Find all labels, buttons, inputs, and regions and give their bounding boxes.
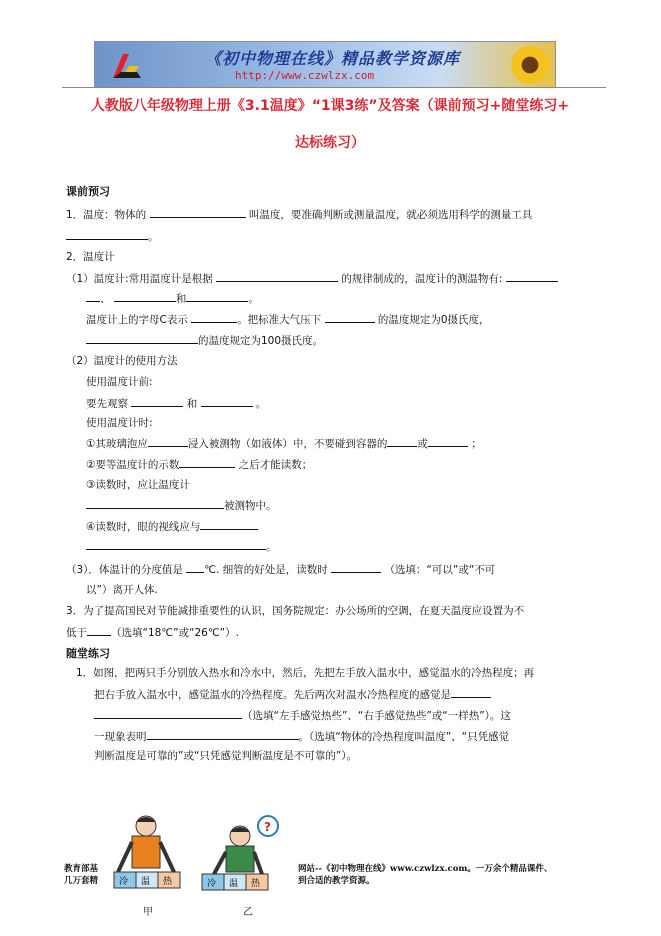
q2-observe-line [86, 395, 266, 411]
figure-label-jia: 甲 [143, 907, 153, 918]
sunflower-image [511, 46, 549, 84]
footer-right-line-1[interactable]: 网站--《初中物理在线》www.czwlzx.com。一万余个精品课件、 [298, 864, 553, 874]
c1-line-5: 判断温度是可靠的”或“只凭感觉判断温度是不可靠的”）。 [94, 750, 358, 762]
q2-step3-line-2 [86, 497, 277, 513]
q2-text-p1a: （1）温度计:常用温度计是根据 [66, 273, 213, 285]
q1-text-a: 1．温度：物体的 [66, 209, 147, 221]
question-mark-text: ? [264, 820, 271, 834]
q2-text-p2c: 的温度规定为0摄氏度， [377, 314, 490, 326]
c1-text-e: 。（选填“物体的冷热程度叫温度”、“只凭感觉 [298, 731, 510, 743]
q2-blank-substance-2[interactable] [114, 290, 176, 302]
q2-before: 使用温度计前: [86, 376, 153, 388]
q2-step1 [86, 435, 482, 451]
q1-blank-1[interactable] [150, 206, 246, 218]
section-class: 随堂练习 [66, 647, 110, 660]
q3-text-a: （3）．体温计的分度值是 [66, 564, 183, 576]
footer-right-line-2: 到合适的教学资源。 [298, 876, 375, 886]
q2-text-p1d: 和 [175, 293, 187, 305]
q2-text-s3b: 被测物中。 [224, 500, 277, 512]
c1-line-2 [94, 686, 491, 702]
q2-blank-range[interactable] [131, 395, 183, 407]
q3-blank-leave[interactable] [331, 561, 381, 573]
q2-blank-c-meaning[interactable] [191, 311, 237, 323]
q2-text-p3: 的温度规定为100摄氏度。 [198, 335, 324, 347]
q2-step4 [86, 518, 258, 534]
q2-text-p2a: 温度计上的字母C表示 [86, 314, 188, 326]
q2-text-s4a: ④读数时，眼的视线应与 [86, 521, 201, 533]
tub-cold-label-right: 冷 [207, 879, 217, 889]
q2-text-observe-b: 和 [186, 398, 198, 410]
q2-blank-s4-1[interactable] [200, 518, 258, 530]
q2-text-p1e: 。 [248, 293, 259, 305]
banner-url[interactable]: http://www.czwlzx.com [235, 69, 375, 82]
q2-text-p1c: 、 [100, 293, 111, 305]
c1-text-d: 一现象表明 [94, 731, 147, 743]
q3-line-1 [66, 561, 495, 577]
q2-part1-line-2 [86, 290, 259, 306]
footer-right [298, 862, 598, 886]
q2-text-p1b: 的规律制成的，温度计的测温物有: [341, 273, 503, 285]
q2-blank-s1-3[interactable] [428, 435, 468, 447]
q4-line-2 [66, 624, 239, 640]
q4-blank[interactable] [87, 624, 111, 636]
tub-cold-label-left: 冷 [119, 877, 129, 887]
q3-line-2: 以”）离开人体. [86, 584, 158, 596]
site-logo [109, 48, 145, 82]
q2-step2 [86, 456, 312, 472]
q4-text-c: （选填“18℃”或“26℃”）. [111, 627, 239, 639]
c1-blank-2[interactable] [147, 728, 299, 740]
q2-use-title: （2）温度计的使用方法 [66, 355, 178, 367]
q2-text-s4b: 。 [266, 541, 277, 553]
q2-text-s1a: ①其玻璃泡应 [86, 438, 148, 450]
section-preview: 课前预习 [66, 185, 110, 198]
q3-text-b: ℃. 细管的好处是，读数时 [204, 564, 328, 576]
q2-part1-line-3 [86, 311, 490, 327]
c1-line-3 [94, 707, 511, 723]
q2-blank-substance-1b[interactable] [86, 290, 100, 302]
q2-blank-s3[interactable] [86, 497, 224, 509]
c1-text-c: （选填“左手感觉热些”、“右手感觉热些”或“一样热”）。这 [242, 710, 511, 722]
banner-title: 《初中物理在线》精品教学资源库 [205, 49, 461, 68]
q4-line-1: 3．为了提高国民对节能减排重要性的认识，国务院规定：办公场所的空调，在夏天温度应设置为不 [66, 605, 525, 617]
tub-hot-label-right: 热 [251, 879, 261, 889]
q2-blank-substance-1[interactable] [506, 270, 558, 282]
q3-text-c: （选填：“可以”或“不可 [384, 564, 496, 576]
q2-blank-substance-3[interactable] [186, 290, 248, 302]
q2-blank-s4-2[interactable] [86, 538, 266, 550]
q2-part1-line [66, 270, 558, 286]
page-title-line-2: 达标练习） [295, 135, 365, 151]
q1-line-2 [66, 228, 159, 244]
tub-warm-label-right: 温 [229, 879, 239, 889]
c1-text-b: 把右手放入温水中，感觉温水的冷热程度。先后两次对温水冷热程度的感觉是 [94, 689, 451, 701]
q3-blank-division[interactable] [186, 561, 204, 573]
q2-blank-s1-2[interactable] [387, 435, 417, 447]
q2-blank-hundred[interactable] [86, 332, 198, 344]
q2-text-s1d: ； [471, 438, 482, 450]
q1-text-b: 叫温度，要准确判断或测量温度，就必须选用科学的测量工具 [248, 209, 533, 221]
q2-text-p2b: 。把标准大气压下 [237, 314, 322, 326]
footer-left [64, 862, 98, 886]
q2-title: 2．温度计 [66, 251, 115, 263]
q2-part1-line-4 [86, 332, 323, 348]
q1-text-c: 。 [148, 231, 159, 243]
q1-line-1 [66, 206, 532, 222]
c1-line-4 [94, 728, 509, 744]
q2-text-s1c: 或 [417, 438, 428, 450]
page-title-line-1: 人教版八年级物理上册《3.1温度》“1课3练”及答案（课前预习+随堂练习+ [90, 98, 570, 114]
tub-hot-label-left: 热 [163, 877, 173, 887]
figure-label-yi: 乙 [243, 907, 253, 918]
q2-step4-line-2 [86, 538, 277, 554]
q2-text-observe-a: 要先观察 [86, 398, 128, 410]
tub-warm-label-left: 温 [141, 877, 151, 887]
q2-blank-principle[interactable] [216, 270, 338, 282]
header-divider [62, 87, 606, 88]
c1-blank-1b[interactable] [94, 707, 242, 719]
q4-text-b: 低于 [66, 627, 87, 639]
q2-text-s2a: ②要等温度计的示数 [86, 459, 180, 471]
figure-jia-person [108, 812, 188, 902]
q2-text-s3a: ③读数时，应让温度计 [86, 479, 190, 491]
q2-text-s2b: 之后才能读数； [238, 459, 313, 471]
q2-blank-s1-1[interactable] [148, 435, 188, 447]
q2-text-s1b: 浸入被测物（如液体）中，不要碰到容器的 [187, 438, 388, 450]
q2-blank-s2[interactable] [179, 456, 235, 468]
header-banner [94, 41, 556, 88]
q2-blank-division[interactable] [201, 395, 253, 407]
c1-blank-1[interactable] [451, 686, 491, 698]
q1-blank-2[interactable] [66, 228, 148, 240]
q2-blank-zero[interactable] [325, 311, 375, 323]
figure-yi-person [200, 812, 280, 902]
q2-text-observe-c: 。 [255, 398, 267, 410]
q2-during: 使用温度计时: [86, 417, 153, 429]
q2-step3 [86, 477, 190, 492]
footer-left-line-2: 几万套精 [64, 876, 99, 886]
footer-left-line-1: 教育部基 [64, 864, 99, 874]
c1-line-1: 1．如图，把两只手分别放入热水和冷水中，然后，先把左手放入温水中，感觉温水的冷热程度；再 [76, 667, 535, 679]
